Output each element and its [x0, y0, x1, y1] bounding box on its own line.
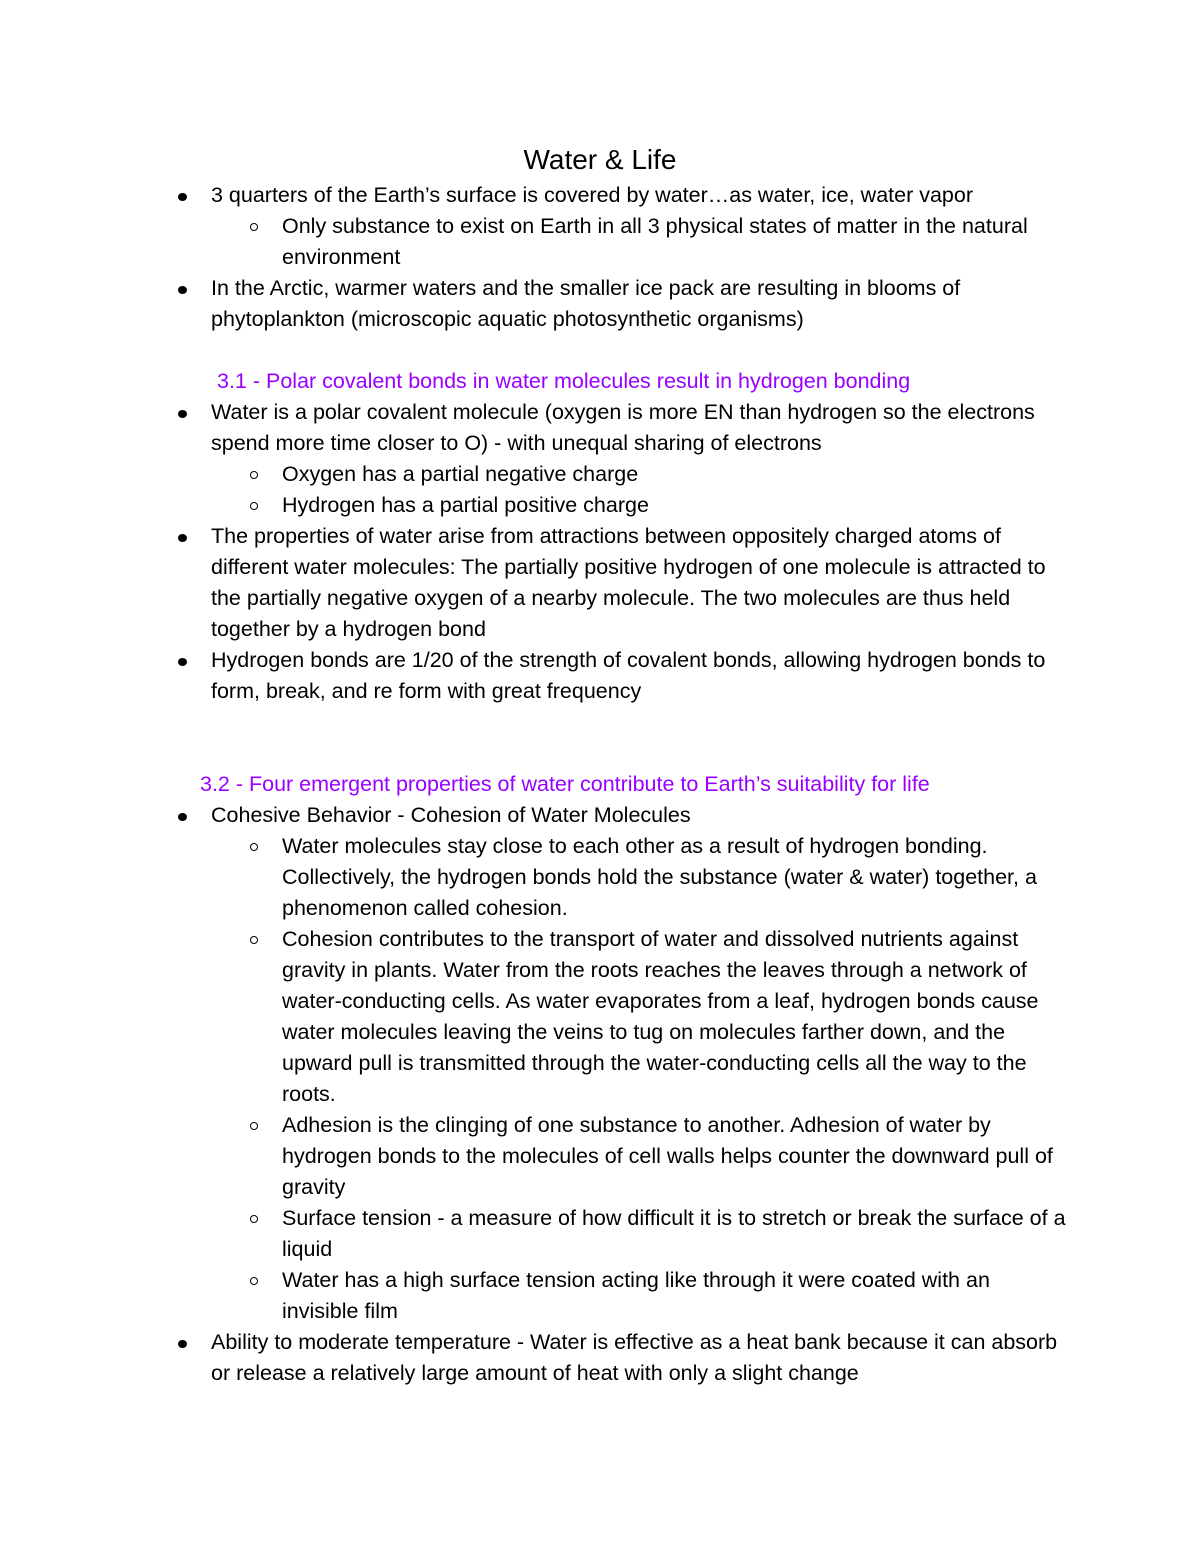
- list-item-text: Ability to moderate temperature - Water is effective as a heat bank because it can absorb or release a relatively large amount of heat with only a slight change: [211, 1330, 1058, 1385]
- sub-list-item-text: Oxygen has a partial negative charge: [282, 462, 639, 486]
- bullet-circle-icon: [250, 843, 258, 851]
- intro-list: [0, 180, 1200, 335]
- sub-list-item-text: Water molecules stay close to each other as a result of hydrogen bonding. Collectively, the hydrogen bonds hold the substance (water & water) together, a phenomenon called cohesion.: [282, 834, 1037, 920]
- sub-list-item: [0, 1110, 1200, 1203]
- bullet-dot-icon: [178, 410, 187, 418]
- section1-list: [0, 397, 1200, 707]
- bullet-circle-icon: [250, 502, 258, 510]
- sub-list-item: [0, 831, 1200, 924]
- sub-list-item: [0, 459, 1200, 490]
- list-item-text: Hydrogen bonds are 1/20 of the strength of covalent bonds, allowing hydrogen bonds to form, break, and re form with great frequency: [211, 648, 1046, 703]
- bullet-circle-icon: [250, 936, 258, 944]
- sub-list-item-text: Water has a high surface tension acting like through it were coated with an invisible film: [282, 1268, 990, 1323]
- list-item: [0, 521, 1200, 645]
- bullet-dot-icon: [178, 286, 187, 294]
- sub-list-item: [0, 1265, 1200, 1327]
- section-heading-3-2: 3.2 - Four emergent properties of water contribute to Earth’s suitability for life: [200, 772, 930, 796]
- bullet-circle-icon: [250, 223, 258, 231]
- bullet-circle-icon: [250, 1277, 258, 1285]
- sub-list-item: [0, 490, 1200, 521]
- sub-list-item-text: Cohesion contributes to the transport of water and dissolved nutrients against gravity in plants. Water from the roots reaches the leaves through a network of water-conducting cells. As water evaporates from a leaf, hydrogen bonds cause water molecules leaving the veins to tug on molecules farther down, and the upward pull is transmitted through the water-conducting cells all the way to the roots.: [282, 927, 1039, 1106]
- bullet-dot-icon: [178, 813, 187, 821]
- sub-list-item-text: Hydrogen has a partial positive charge: [282, 493, 649, 517]
- bullet-circle-icon: [250, 1122, 258, 1130]
- list-item: [0, 1327, 1200, 1389]
- list-item-text: Water is a polar covalent molecule (oxygen is more EN than hydrogen so the electrons spend more time closer to O) - with unequal sharing of electrons: [211, 400, 1035, 455]
- page-title: Water & Life: [523, 144, 677, 175]
- bullet-circle-icon: [250, 1215, 258, 1223]
- sub-list-item-text: Only substance to exist on Earth in all 3 physical states of matter in the natural environment: [282, 214, 1028, 269]
- list-item: [0, 800, 1200, 831]
- sub-list-item-text: Surface tension - a measure of how difficult it is to stretch or break the surface of a liquid: [282, 1206, 1066, 1261]
- list-item: [0, 180, 1200, 211]
- list-item: [0, 273, 1200, 335]
- section-heading-3-1: 3.1 - Polar covalent bonds in water molecules result in hydrogen bonding: [217, 369, 911, 393]
- document-body: [0, 180, 1200, 1389]
- bullet-dot-icon: [178, 1340, 187, 1348]
- sub-list-item: [0, 924, 1200, 1110]
- bullet-circle-icon: [250, 471, 258, 479]
- list-item-text: 3 quarters of the Earth’s surface is covered by water…as water, ice, water vapor: [211, 183, 974, 207]
- list-item: [0, 645, 1200, 707]
- sub-list-item: [0, 1203, 1200, 1265]
- list-item-text: Cohesive Behavior - Cohesion of Water Molecules: [211, 803, 691, 827]
- sub-list-item-text: Adhesion is the clinging of one substance to another. Adhesion of water by hydrogen bonds to the molecules of cell walls helps counter the downward pull of gravity: [282, 1113, 1053, 1199]
- bullet-dot-icon: [178, 658, 187, 666]
- list-item: [0, 397, 1200, 459]
- section2-list: [0, 800, 1200, 1389]
- bullet-dot-icon: [178, 193, 187, 201]
- sub-list-item: [0, 211, 1200, 273]
- list-item-text: The properties of water arise from attractions between oppositely charged atoms of different water molecules: The partially positive hydrogen of one molecule is attracted to the partially negative oxygen of a nearby molecule. The two molecules are thus held together by a hydrogen bond: [211, 524, 1046, 641]
- bullet-dot-icon: [178, 534, 187, 542]
- list-item-text: In the Arctic, warmer waters and the smaller ice pack are resulting in blooms of phytoplankton (microscopic aquatic photosynthetic organisms): [211, 276, 961, 331]
